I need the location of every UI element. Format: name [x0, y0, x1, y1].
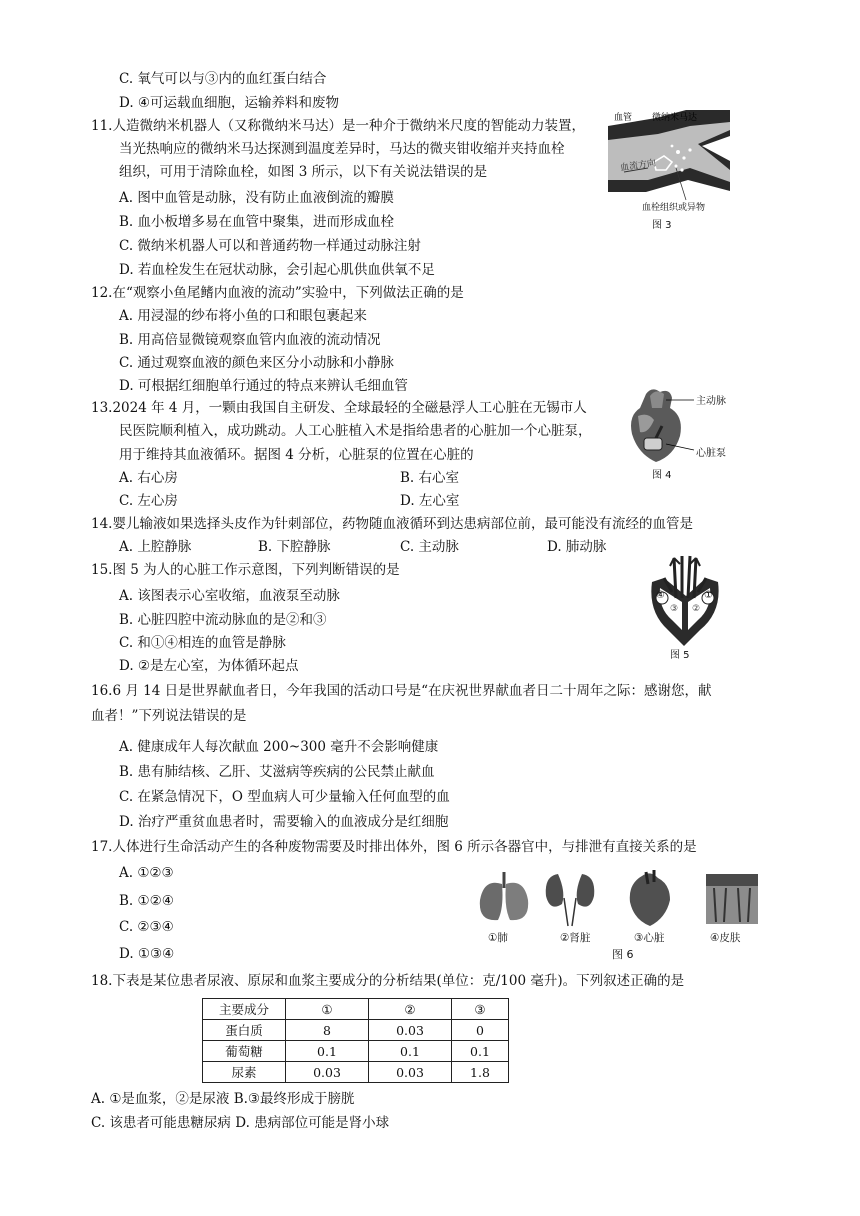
- figure-5-label-1: ①: [704, 590, 713, 601]
- table-cell: 0: [452, 1020, 509, 1041]
- q17-option-c: C. ②③④: [119, 919, 174, 935]
- table-cell: 0.03: [369, 1020, 452, 1041]
- q16-stem-2: 血者！”下列说法错误的是: [91, 708, 247, 724]
- q13-option-a: A. 右心房: [119, 470, 178, 486]
- q11-stem-1: 11.人造微纳米机器人（又称微纳米马达）是一种介于微纳米尺度的智能动力装置，: [91, 118, 585, 134]
- figure-3-caption: 图 3: [652, 220, 672, 231]
- table-cell: 0.03: [286, 1062, 369, 1083]
- q13-option-b: B. 右心室: [400, 470, 460, 486]
- table-row: [203, 1041, 509, 1062]
- q15-option-c: C. 和①④相连的血管是静脉: [119, 635, 286, 651]
- figure-4: [626, 386, 734, 482]
- table-header-row: [203, 999, 509, 1020]
- q12-stem: 12.在“观察小鱼尾鳍内血液的流动”实验中，下列做法正确的是: [91, 285, 464, 301]
- analysis-table: [202, 998, 509, 1083]
- table-cell: 0.1: [452, 1041, 509, 1062]
- figure-4-label-pump: 心脏泵: [696, 448, 726, 459]
- figure-6-label-skin: ④皮肤: [710, 932, 741, 944]
- q17-option-d: D. ①③④: [119, 946, 175, 962]
- table-header-cell: ②: [369, 999, 452, 1020]
- q18-options-ab: A. ①是血浆，②是尿液 B.③最终形成于膀胱: [91, 1091, 355, 1107]
- q13-option-d: D. 左心室: [400, 493, 460, 509]
- table-header-cell: 主要成分: [203, 999, 286, 1020]
- table-row: [203, 1062, 509, 1083]
- q17-option-a: A. ①②③: [119, 865, 174, 881]
- q14-option-b: B. 下腔静脉: [258, 539, 331, 555]
- q18-options-cd: C. 该患者可能患糖尿病 D. 患病部位可能是肾小球: [91, 1115, 390, 1131]
- figure-5-label-4: ④: [656, 590, 665, 601]
- table-header-cell: ③: [452, 999, 509, 1020]
- figure-3-label-vessel: 血管: [614, 113, 633, 123]
- table-row: [203, 1020, 509, 1041]
- q16-option-d: D. 治疗严重贫血患者时，需要输入的血液成分是红细胞: [119, 814, 449, 830]
- q14-option-a: A. 上腔静脉: [119, 539, 192, 555]
- q18-stem: 18.下表是某位患者尿液、原尿和血浆主要成分的分析结果(单位：克/100 毫升)。下列叙述正确的是: [91, 973, 685, 989]
- q12-option-a: A. 用浸湿的纱布将小鱼的口和眼包裹起来: [119, 308, 367, 324]
- q16-option-c: C. 在紧急情况下，O 型血病人可少量输入任何血型的血: [119, 789, 450, 805]
- q12-option-c: C. 通过观察血液的颜色来区分小动脉和小静脉: [119, 355, 394, 371]
- table-cell: 0.03: [369, 1062, 452, 1083]
- figure-5-caption: 图 5: [670, 650, 690, 661]
- figure-3-label-flow: 血流方向: [619, 158, 657, 174]
- figure-5-label-2: ②: [692, 604, 701, 614]
- figure-6-caption: 图 6: [612, 948, 634, 961]
- figure-6-lungs: [480, 872, 528, 920]
- figure-4-label-aorta: 主动脉: [696, 396, 726, 407]
- q12-option-b: B. 用高倍显微镜观察血管内血液的流动情况: [119, 332, 381, 348]
- table-cell: 葡萄糖: [203, 1041, 286, 1062]
- q11-stem-2: 当光热响应的微纳米马达探测到温度差异时，马达的微夹钳收缩并夹持血栓: [119, 141, 565, 157]
- q16-option-b: B. 患有肺结核、乙肝、艾滋病等疾病的公民禁止献血: [119, 764, 435, 780]
- figure-6: [474, 868, 766, 960]
- q14-option-d: D. 肺动脉: [547, 539, 607, 555]
- q13-stem-2: 民医院顺利植入，成功跳动。人工心脏植入术是指给患者的心脏加一个心脏泵，: [119, 423, 592, 439]
- figure-6-label-heart: ③心脏: [634, 932, 665, 944]
- figure-5-label-3: ③: [670, 604, 679, 614]
- q14-stem: 14.婴儿输液如果选择头皮作为针刺部位，药物随血液循环到达患病部位前，最可能没有流经的血管是: [91, 516, 693, 532]
- table-cell: 尿素: [203, 1062, 286, 1083]
- q11-option-a: A. 图中血管是动脉，没有防止血液倒流的瓣膜: [119, 190, 394, 206]
- figure-4-caption: 图 4: [652, 470, 672, 481]
- q13-stem-1: 13.2024 年 4 月，一颗由我国自主研发、全球最轻的全磁悬浮人工心脏在无锡市人: [91, 400, 587, 416]
- q11-option-b: B. 血小板增多易在血管中聚集，进而形成血栓: [119, 214, 395, 230]
- q16-option-a: A. 健康成年人每次献血 200~300 毫升不会影响健康: [119, 739, 439, 755]
- figure-6-kidneys: [546, 874, 595, 926]
- q11-option-d: D. 若血栓发生在冠状动脉，会引起心肌供血供氧不足: [119, 262, 435, 278]
- figure-3-label-motor: 微纳米马达: [652, 113, 698, 123]
- figure-6-organs: [474, 868, 766, 928]
- q11-option-c: C. 微纳米机器人可以和普通药物一样通过动脉注射: [119, 238, 421, 254]
- table-cell: 1.8: [452, 1062, 509, 1083]
- q16-stem-1: 16.6 月 14 日是世界献血者日，今年我国的活动口号是“在庆祝世界献血者日二十周年之际：感谢您，献: [91, 683, 712, 699]
- table-cell: 0.1: [369, 1041, 452, 1062]
- figure-6-heart: [630, 870, 670, 926]
- q13-option-c: C. 左心房: [119, 493, 178, 509]
- figure-6-skin: [706, 874, 758, 924]
- table-header-cell: ①: [286, 999, 369, 1020]
- figure-3: [606, 106, 732, 230]
- table-cell: 蛋白质: [203, 1020, 286, 1041]
- figure-5: [646, 552, 724, 662]
- figure-6-label-lung: ①肺: [488, 932, 508, 944]
- q10-option-d: D. ④可运载血细胞，运输养料和废物: [119, 95, 340, 111]
- figure-6-label-kidney: ②肾脏: [560, 932, 591, 944]
- table-cell: 8: [286, 1020, 369, 1041]
- q13-stem-3: 用于维持其血液循环。据图 4 分析，心脏泵的位置在心脏的: [119, 447, 474, 463]
- q10-option-c: C. 氧气可以与③内的血红蛋白结合: [119, 71, 327, 87]
- q12-option-d: D. 可根据红细胞单行通过的特点来辨认毛细血管: [119, 378, 408, 394]
- q14-option-c: C. 主动脉: [400, 539, 459, 555]
- q17-stem: 17.人体进行生命活动产生的各种废物需要及时排出体外，图 6 所示各器官中，与排泄有直接关系的是: [91, 839, 697, 855]
- q15-stem: 15.图 5 为人的心脏工作示意图，下列判断错误的是: [91, 562, 400, 578]
- q15-option-d: D. ②是左心室，为体循环起点: [119, 658, 299, 674]
- q15-option-b: B. 心脏四腔中流动脉血的是②和③: [119, 612, 327, 628]
- q17-option-b: B. ①②④: [119, 893, 174, 909]
- figure-3-label-clot: 血栓组织或异物: [642, 203, 706, 213]
- q11-stem-3: 组织，可用于清除血栓，如图 3 所示，以下有关说法错误的是: [119, 164, 488, 180]
- q15-option-a: A. 该图表示心室收缩，血液泵至动脉: [119, 588, 340, 604]
- table-cell: 0.1: [286, 1041, 369, 1062]
